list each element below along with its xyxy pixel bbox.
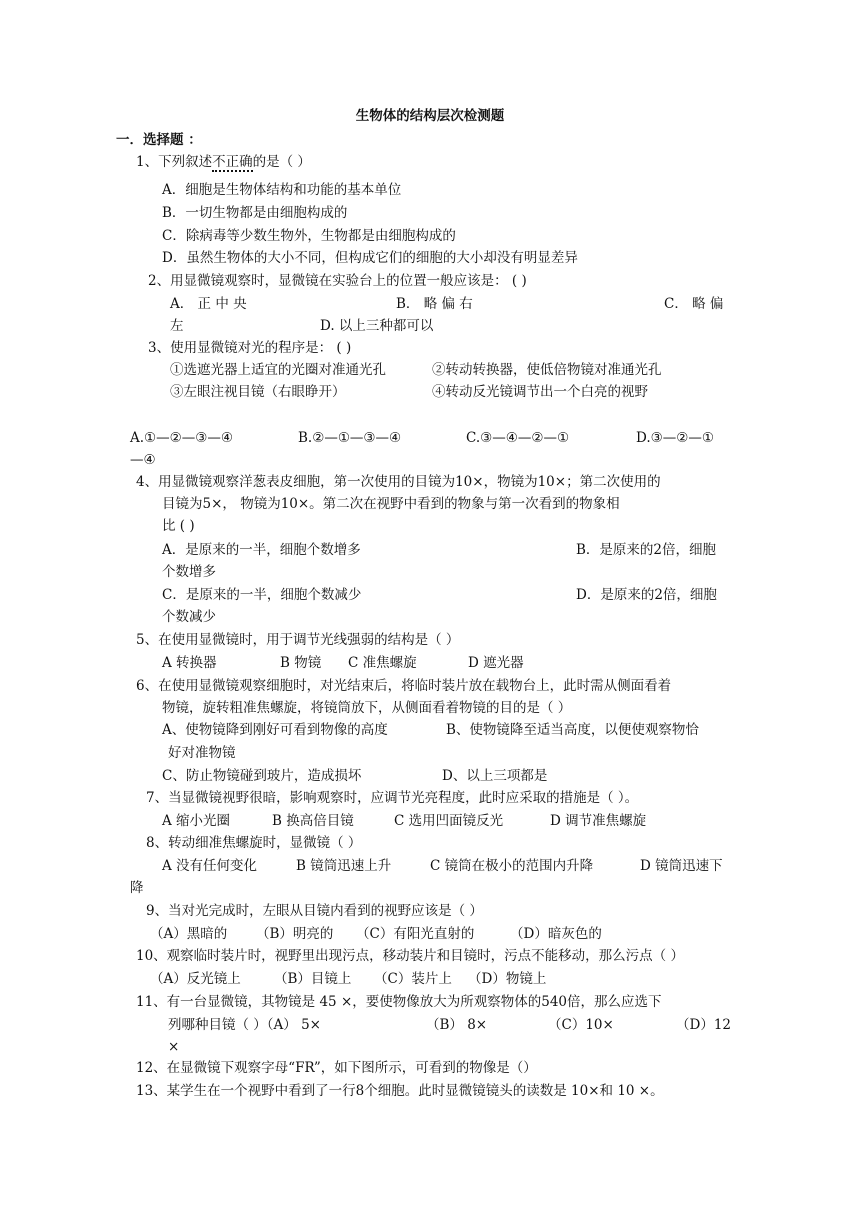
q3-stem: 3、使用显微镜对光的程序是： ( ) (148, 340, 352, 356)
q10-option-c: （C）装片上 (374, 971, 452, 987)
q6-option-c: C、防止物镜碰到玻片，造成损坏 (162, 768, 362, 784)
q10-option-b: （B）目镜上 (274, 971, 352, 987)
q4-stem-line-2: 目镜为5×， 物镜为10×。第二次在视野中看到的物象与第一次看到的物象相 (162, 496, 620, 512)
q8-option-b: B 镜筒迅速上升 (296, 858, 392, 874)
q9-option-a: （A）黑暗的 (150, 926, 228, 942)
q5-stem: 5、在使用显微镜时，用于调节光线强弱的结构是（ ） (136, 632, 460, 648)
q9-option-c: （C）有阳光直射的 (356, 926, 475, 942)
q1-option-a: A．细胞是生物体结构和功能的基本单位 (162, 182, 402, 198)
q8-option-d: D 镜筒迅速下 (640, 858, 723, 874)
q2-option-b: B． 略 偏 右 (396, 296, 473, 312)
q9-option-b: （B）明亮的 (256, 926, 334, 942)
q7-option-d: D 调节准焦螺旋 (550, 813, 647, 829)
q3-option-b: B.②—①—③—④ (298, 430, 402, 446)
q2-option-d: D. 以上三种都可以 (320, 318, 434, 334)
q8-option-a: A 没有任何变化 (162, 858, 258, 874)
q6-option-b-cont: 好对准物镜 (168, 745, 236, 761)
q9-option-d: （D）暗灰色的 (510, 926, 602, 942)
document-title: 生物体的结构层次检测题 (355, 108, 505, 124)
q3-option-d-cont: —④ (130, 452, 156, 468)
q9-stem: 9、当对光完成时，左眼从目镜内看到的视野应该是（ ） (146, 903, 483, 919)
q8-option-d-cont: 降 (130, 880, 144, 896)
q4-option-b: B．是原来的2倍，细胞 (576, 542, 717, 558)
q1-stem-post: 的是（ ） (252, 154, 311, 170)
q5-option-d: D 遮光器 (468, 655, 524, 671)
q3-step-2: ②转动转换器，使低倍物镜对准通光孔 (432, 362, 662, 378)
q5-option-b: B 物镜 (280, 655, 322, 671)
q6-option-d: D、以上三项都是 (442, 768, 548, 784)
q4-option-a: A．是原来的一半，细胞个数增多 (162, 542, 361, 558)
q2-option-a: A． 正 中 央 (170, 296, 247, 312)
q1-stem (136, 152, 311, 172)
q1-stem-pre: 1、下列叙述 (136, 154, 213, 170)
q11-option-c: （C）10× (548, 1017, 614, 1033)
q4-option-d-cont: 个数减少 (162, 609, 216, 625)
q7-option-a: A 缩小光圈 (162, 813, 231, 829)
q4-stem-line-1: 4、用显微镜观察洋葱表皮细胞，第一次使用的目镜为10×，物镜为10×；第二次使用的 (136, 474, 661, 490)
q1-option-c: C．除病毒等少数生物外，生物都是由细胞构成的 (162, 228, 456, 244)
q3-option-c: C.③—④—②—① (466, 430, 570, 446)
q2-stem: 2、用显微镜观察时，显微镜在实验台上的位置一般应该是： ( ) (148, 273, 527, 289)
q10-option-a: （A）反光镜上 (150, 971, 241, 987)
q8-stem: 8、转动细准焦螺旋时，显微镜（ ） (146, 835, 362, 851)
q11-stem-line-2: 列哪种目镜（ ）（A） 5× (168, 1017, 321, 1033)
q3-option-a: A.①—②—③—④ (130, 430, 233, 446)
q7-stem: 7、当显微镜视野很暗，影响观察时，应调节光亮程度，此时应采取的措施是（ ）。 (146, 790, 639, 806)
q10-stem: 10、观察临时装片时，视野里出现污点，移动装片和目镜时，污点不能移动，那么污点（ ） (136, 948, 684, 964)
q3-step-1: ①选遮光器上适宜的光圈对准通光孔 (170, 362, 386, 378)
q11-option-d-cont: × (168, 1039, 180, 1055)
q11-option-b: （B） 8× (426, 1017, 488, 1033)
q7-option-c: C 选用凹面镜反光 (394, 813, 504, 829)
q7-option-b: B 换高倍目镜 (272, 813, 354, 829)
q3-step-3: ③左眼注视目镜（右眼睁开） (170, 384, 346, 400)
q8-option-c: C 镜筒在极小的范围内升降 (430, 858, 594, 874)
q4-stem-line-3: 比 ( ) (162, 518, 195, 534)
q2-option-c-cont: 左 (170, 318, 184, 334)
q1-stem-emphasis: 不正确 (212, 154, 253, 170)
q6-option-a: A、使物镜降到刚好可看到物像的高度 (162, 722, 388, 738)
q2-option-c: C． 略 偏 (664, 296, 724, 312)
section-heading: 一．选择题 ： (116, 132, 202, 148)
q4-option-c: C．是原来的一半，细胞个数减少 (162, 587, 362, 603)
q12-stem: 12、在显微镜下观察字母“FR”，如下图所示，可看到的物像是（） (136, 1060, 537, 1076)
q6-stem-line-2: 物镜，旋转粗准焦螺旋，将镜筒放下，从侧面看着物镜的目的是（ ） (162, 700, 572, 716)
q4-option-d: D．是原来的2倍，细胞 (576, 587, 717, 603)
q6-stem-line-1: 6、在使用显微镜观察细胞时，对光结束后，将临时装片放在载物台上，此时需从侧面看着 (136, 678, 672, 694)
q5-option-a: A 转换器 (162, 655, 217, 671)
q3-step-4: ④转动反光镜调节出一个白亮的视野 (432, 384, 648, 400)
q5-option-c: C 准焦螺旋 (348, 655, 417, 671)
q13-stem: 13、某学生在一个视野中看到了一行8个细胞。此时显微镜镜头的读数是 10×和 10 ×。 (136, 1083, 664, 1099)
q10-option-d: （D）物镜上 (468, 971, 547, 987)
q1-option-b: B．一切生物都是由细胞构成的 (162, 205, 348, 221)
q11-option-d: （D）12 (676, 1017, 732, 1033)
q11-stem-line-1: 11、有一台显微镜，其物镜是 45 ×，要使物像放大为所观察物体的540倍，那么应选下 (136, 994, 662, 1010)
q1-option-d: D．虽然生物体的大小不同，但构成它们的细胞的大小却没有明显差异 (162, 250, 578, 266)
q6-option-b: B、使物镜降至适当高度，以便使观察物恰 (446, 722, 699, 738)
q4-option-b-cont: 个数增多 (162, 564, 216, 580)
q3-option-d: D.③—②—① (636, 430, 714, 446)
